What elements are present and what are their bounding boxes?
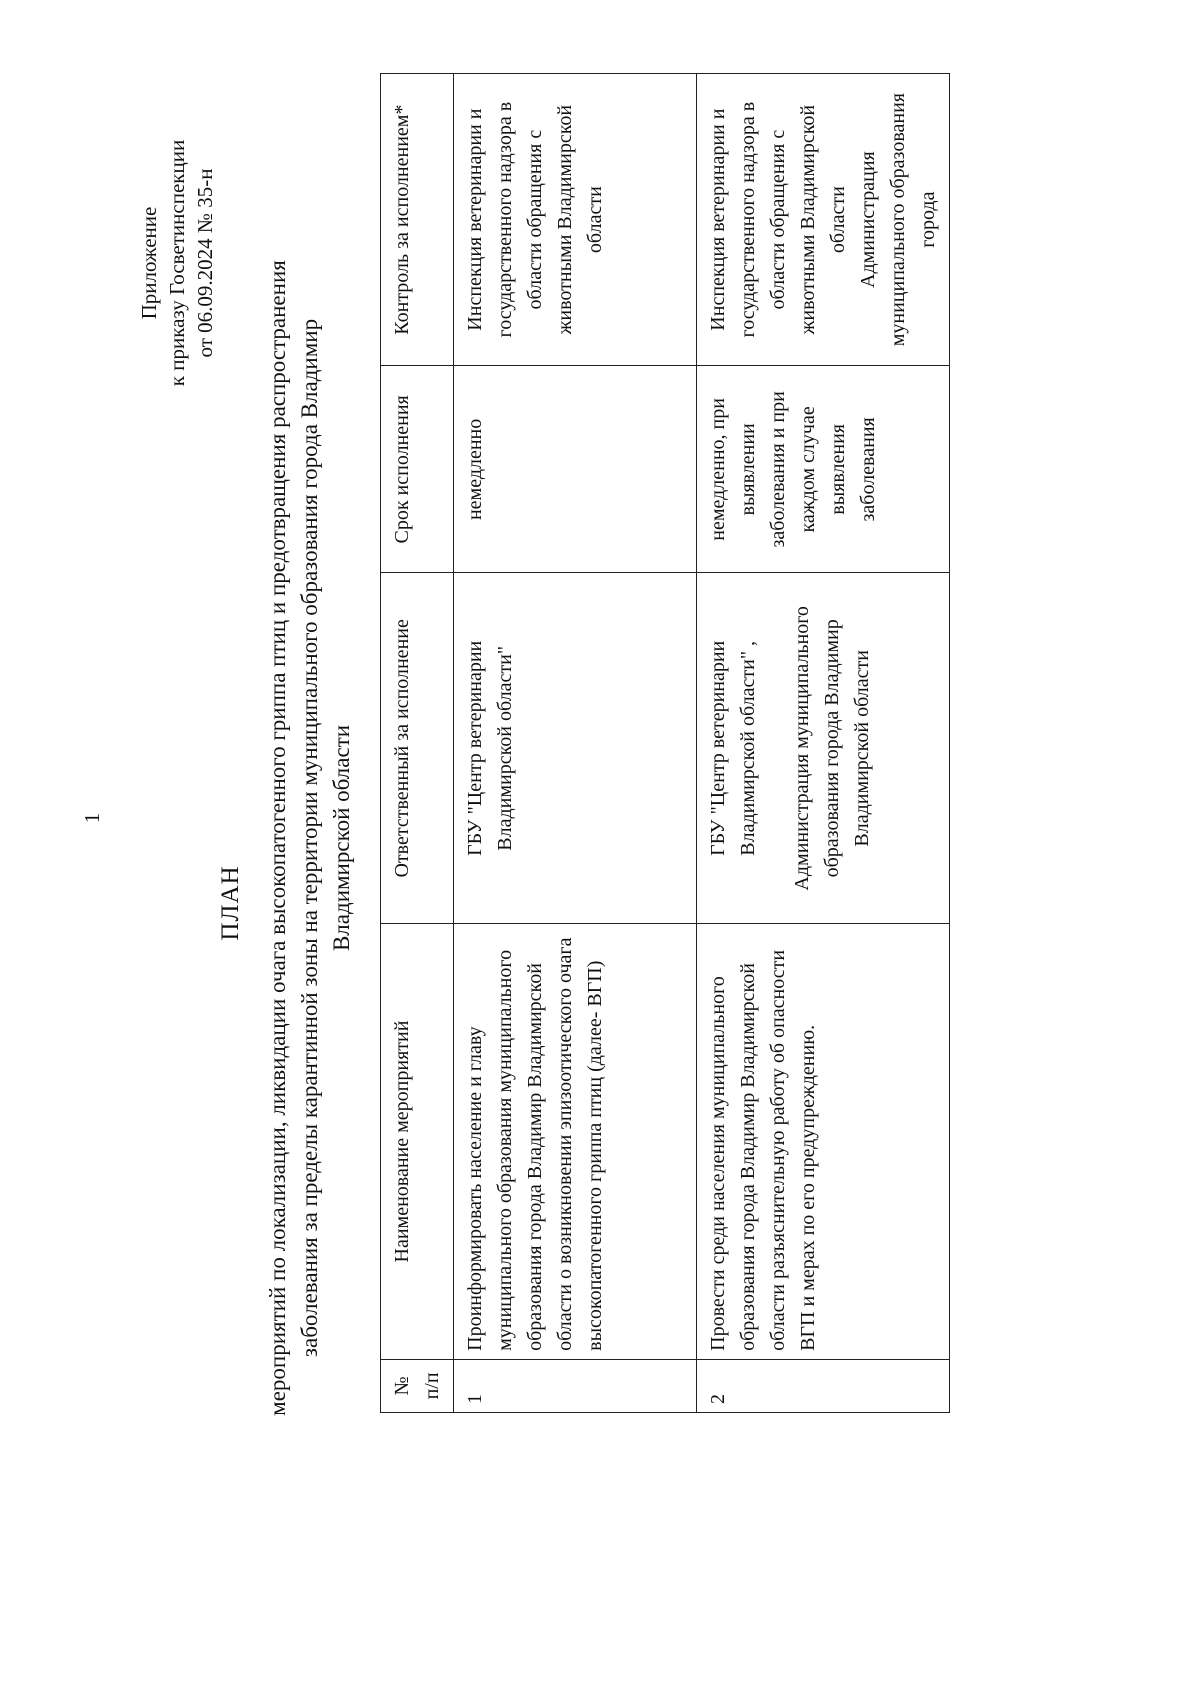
table-header-row <box>381 74 454 1413</box>
document-subtitle: мероприятий по локализации, ликвидации очага высокопатогенного гриппа птиц и предотвращения распространения заболевания за пределы карантинной зоны на территории муниципального образования города Владимир Владимирской области <box>265 260 354 1416</box>
row-number: 1 <box>454 1359 697 1412</box>
header-control: Контроль за исполнением* <box>381 74 454 366</box>
table-row <box>697 74 950 1413</box>
control-text: Инспекция ветеринарии и государственного надзора в области обращения с животными Владимирской области <box>464 101 606 338</box>
term-cell: немедленно, при выявлении заболевания и при каждом случае выявления заболевания <box>697 366 950 573</box>
control-extra-text: Администрация муниципального образования города <box>857 93 939 347</box>
control-cell <box>454 74 697 366</box>
appendix-line-1: Приложение <box>137 206 161 320</box>
appendix-line-3: от 06.09.2024 № 35-н <box>193 168 217 358</box>
term-cell: немедленно <box>454 366 697 573</box>
responsible-cell <box>454 573 697 924</box>
document-title: ПЛАН <box>217 865 244 941</box>
control-cell <box>697 74 950 366</box>
measure-name: Провести среди населения муниципального образования города Владимир Владимирской области разъяснительную работу об опасности ВГП и мерах по его предупреждению. <box>697 924 950 1360</box>
responsible-text: ГБУ "Центр ветеринарии Владимирской области" , <box>707 640 759 856</box>
responsible-cell <box>697 573 950 924</box>
measure-name: Проинформировать население и главу муниципального образования муниципального образования города Владимир Владимирской области о возникновении эпизоотического очага высокопатогенного гриппа птиц (далее- ВГП) <box>454 924 697 1360</box>
header-num: № п/п <box>381 1359 454 1412</box>
appendix-header <box>135 63 219 463</box>
control-text: Инспекция ветеринарии и государственного надзора в области обращения с животными Владимирской области <box>707 101 849 338</box>
page-number: 1 <box>80 812 104 824</box>
plan-table <box>380 73 950 1413</box>
header-responsible: Ответственный за исполнение <box>381 573 454 924</box>
appendix-line-2: к приказу Госветинспекции <box>165 139 189 387</box>
header-name: Наименование мероприятий <box>381 924 454 1360</box>
responsible-text: ГБУ "Центр ветеринарии Владимирской области" <box>464 640 516 856</box>
header-term: Срок исполнения <box>381 366 454 573</box>
responsible-extra-text: Администрация муниципального образования города Владимир Владимирской области <box>791 606 873 891</box>
row-number: 2 <box>697 1359 950 1412</box>
table-row <box>454 74 697 1413</box>
